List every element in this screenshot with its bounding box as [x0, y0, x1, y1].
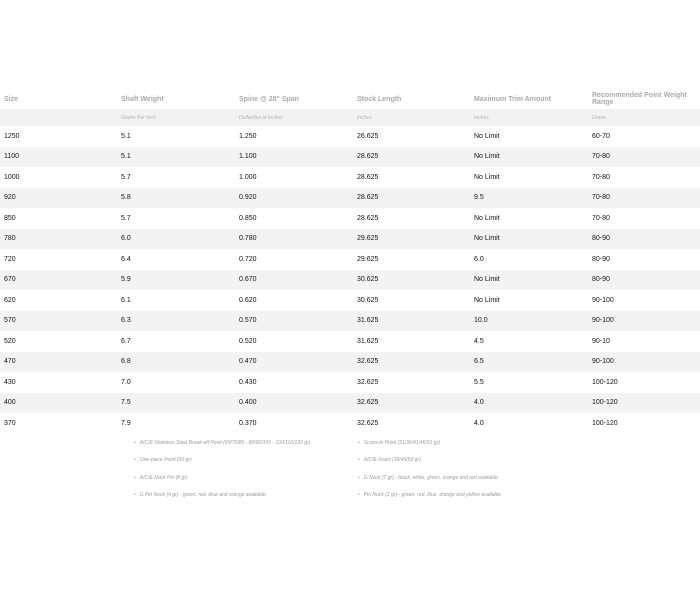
bullet-icon: • — [134, 457, 136, 464]
unit-max-trim: Inches — [474, 114, 489, 121]
table-cell: 6.1 — [121, 296, 131, 304]
table-cell: 70-80 — [592, 194, 610, 202]
table-cell: 6.0 — [121, 235, 131, 243]
table-cell: 780 — [4, 235, 16, 243]
table-cell: 4.0 — [474, 419, 484, 427]
table-cell: 0.470 — [239, 358, 257, 366]
bullet-icon: • — [358, 474, 360, 481]
note-item — [358, 440, 501, 457]
table-cell: No Limit — [474, 296, 500, 304]
table-cell: 32.625 — [357, 399, 379, 407]
table-cell: 720 — [4, 255, 16, 263]
table-cell: 30.625 — [357, 296, 379, 304]
table-cell: No Limit — [474, 153, 500, 161]
spine-chart-table — [0, 89, 700, 434]
table-cell: 1000 — [4, 173, 20, 181]
table-row — [0, 290, 700, 311]
table-cell: 5.8 — [121, 194, 131, 202]
header-point-weight: Recommended Point Weight Range — [592, 92, 687, 106]
table-cell: 29.625 — [357, 235, 379, 243]
header-stock-length: Stock Length — [357, 95, 402, 103]
note-text: G Nock (7 gr) - black, white, green, orange and red available — [363, 474, 498, 481]
table-cell: 0.370 — [239, 419, 257, 427]
bullet-icon: • — [134, 491, 136, 498]
table-cell: 470 — [4, 358, 16, 366]
table-row — [0, 229, 700, 250]
bullet-icon: • — [358, 491, 360, 498]
table-cell: 6.0 — [474, 255, 484, 263]
note-item — [358, 457, 501, 474]
table-cell: 29.625 — [357, 255, 379, 263]
table-cell: 100-120 — [592, 378, 618, 386]
bullet-icon: • — [134, 474, 136, 481]
table-row — [0, 167, 700, 188]
table-cell: 0.520 — [239, 337, 257, 345]
table-cell: 0.780 — [239, 235, 257, 243]
table-cell: 0.620 — [239, 296, 257, 304]
header-shaft-weight: Shaft Weight — [121, 95, 164, 103]
header-size: Size — [4, 95, 19, 103]
table-row — [0, 249, 700, 270]
table-cell: 28.625 — [357, 173, 379, 181]
note-item — [134, 475, 310, 492]
table-cell: 0.400 — [239, 399, 257, 407]
table-cell: No Limit — [474, 132, 500, 140]
note-item — [134, 492, 310, 509]
notes-left-column — [134, 440, 310, 509]
table-row — [0, 208, 700, 229]
header-max-trim: Maximum Trim Amount — [474, 95, 552, 103]
table-cell: 400 — [4, 399, 16, 407]
note-item — [134, 440, 310, 457]
table-cell: 670 — [4, 276, 16, 284]
table-cell: 60-70 — [592, 132, 610, 140]
note-item — [358, 492, 501, 509]
table-cell: 90-100 — [592, 296, 614, 304]
table-cell: No Limit — [474, 276, 500, 284]
table-header-row — [0, 89, 700, 109]
table-cell: 5.1 — [121, 153, 131, 161]
table-cell: 9.5 — [474, 194, 484, 202]
unit-stock-length: Inches — [357, 114, 372, 121]
table-cell: 0.920 — [239, 194, 257, 202]
table-cell: 0.720 — [239, 255, 257, 263]
table-row — [0, 413, 700, 434]
table-cell: 0.850 — [239, 214, 257, 222]
table-row — [0, 393, 700, 414]
header-spine: Spine @ 28" Span — [239, 95, 299, 103]
table-cell: 4.5 — [474, 337, 484, 345]
table-cell: 6.8 — [121, 358, 131, 366]
table-cell: 70-80 — [592, 153, 610, 161]
table-cell: 80-90 — [592, 255, 610, 263]
unit-point-weight: Grains — [592, 114, 607, 121]
table-cell: No Limit — [474, 235, 500, 243]
table-cell: 26.625 — [357, 132, 379, 140]
note-text: Screw-in Point (31/36/41/46/51 gr) — [363, 440, 440, 446]
table-cell: 5.7 — [121, 173, 131, 181]
table-cell: 32.625 — [357, 378, 379, 386]
table-cell: 5.9 — [121, 276, 131, 284]
table-cell: 90-100 — [592, 317, 614, 325]
table-cell: 430 — [4, 378, 16, 386]
table-row — [0, 372, 700, 393]
table-cell: 7.9 — [121, 419, 131, 427]
table-cell: 70-80 — [592, 173, 610, 181]
note-text: A/C/E Stainless Steel Break-off Point (60/70/80 - 80/90/100 - 100/110/120 gr) — [139, 440, 311, 446]
table-cell: 0.570 — [239, 317, 257, 325]
table-cell: 90-10 — [592, 337, 610, 345]
table-cell: 0.430 — [239, 378, 257, 386]
bullet-icon: • — [134, 440, 136, 446]
table-cell: 5.7 — [121, 214, 131, 222]
table-cell: 5.5 — [474, 378, 484, 386]
note-text: One-piece Point (50 gr) — [139, 457, 192, 464]
table-cell: 6.3 — [121, 317, 131, 325]
table-cell: 28.625 — [357, 153, 379, 161]
table-cell: 100-120 — [592, 419, 618, 427]
table-cell: 1250 — [4, 132, 20, 140]
table-cell: 30.625 — [357, 276, 379, 284]
table-cell: 0.670 — [239, 276, 257, 284]
table-row — [0, 147, 700, 168]
table-cell: 4.0 — [474, 399, 484, 407]
table-cell: 32.625 — [357, 358, 379, 366]
table-cell: 80-90 — [592, 235, 610, 243]
table-cell: 5.1 — [121, 132, 131, 140]
table-body — [0, 126, 700, 434]
table-cell: 28.625 — [357, 214, 379, 222]
bullet-icon: • — [358, 440, 360, 446]
unit-shaft-weight: Grains Per Inch — [121, 114, 156, 121]
table-cell: 850 — [4, 214, 16, 222]
bullet-icon: • — [358, 457, 360, 464]
table-row — [0, 311, 700, 332]
table-cell: 31.625 — [357, 317, 379, 325]
note-text: G Pin Nock (4 gr) - green, red, blue and orange available — [139, 491, 266, 498]
table-units-row — [0, 109, 700, 126]
table-cell: 7.5 — [121, 399, 131, 407]
table-cell: 370 — [4, 419, 16, 427]
table-cell: 32.625 — [357, 419, 379, 427]
table-cell: 6.4 — [121, 255, 131, 263]
table-cell: 1.250 — [239, 132, 257, 140]
note-text: A/C/E Nock Pin (8 gr) — [139, 474, 188, 481]
table-cell: 570 — [4, 317, 16, 325]
table-cell: 1.100 — [239, 153, 257, 161]
note-item — [134, 457, 310, 474]
table-row — [0, 270, 700, 291]
unit-spine: Deflection in Inches — [239, 114, 283, 121]
table-row — [0, 126, 700, 147]
table-cell: 520 — [4, 337, 16, 345]
table-cell: 620 — [4, 296, 16, 304]
table-cell: 1100 — [4, 153, 20, 161]
table-cell: 1.000 — [239, 173, 257, 181]
table-cell: No Limit — [474, 173, 500, 181]
table-cell: No Limit — [474, 214, 500, 222]
table-cell: 10.0 — [474, 317, 488, 325]
table-cell: 90-100 — [592, 358, 614, 366]
table-cell: 28.625 — [357, 194, 379, 202]
note-text: A/C/E Insert (39/49/59 gr) — [363, 457, 421, 464]
table-cell: 6.7 — [121, 337, 131, 345]
table-cell: 920 — [4, 194, 16, 202]
note-text: Pin Nock (2 gr) - green, red, blue, orange and yellow available — [363, 491, 502, 498]
table-cell: 100-120 — [592, 399, 618, 407]
table-cell: 31.625 — [357, 337, 379, 345]
table-cell: 7.0 — [121, 378, 131, 386]
table-row — [0, 331, 700, 352]
table-row — [0, 352, 700, 373]
note-item — [358, 475, 501, 492]
table-cell: 6.5 — [474, 358, 484, 366]
table-cell: 80-90 — [592, 276, 610, 284]
table-cell: 70-80 — [592, 214, 610, 222]
table-row — [0, 188, 700, 209]
notes-right-column — [358, 440, 501, 509]
